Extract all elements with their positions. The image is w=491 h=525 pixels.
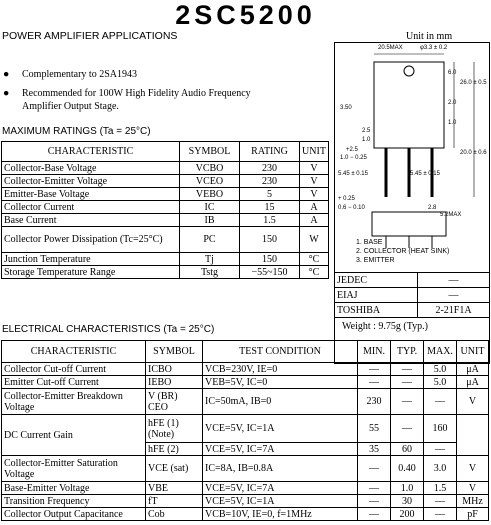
table-header-row: [2, 341, 489, 363]
table-row: [2, 456, 489, 482]
cell: VCB=10V, IE=0, f=1MHz: [203, 508, 358, 521]
table-row: [335, 303, 490, 318]
weight-label: Weight : 9.75g (Typ.): [342, 321, 428, 332]
dim-label: 20.0 ± 0.6: [460, 150, 487, 156]
table-row: [2, 162, 329, 175]
cell: V: [300, 175, 329, 188]
cell: μA: [457, 363, 489, 376]
cell: —: [424, 389, 457, 415]
cell: —: [358, 363, 391, 376]
cell: Junction Temperature: [2, 253, 180, 266]
bullet-icon: ●: [3, 88, 10, 99]
table-row: [2, 495, 489, 508]
table-header-row: [2, 142, 329, 162]
col-header: RATING: [240, 142, 300, 162]
table-row: [2, 508, 489, 521]
dim-label: 3.50: [340, 105, 352, 111]
cell: Base Current: [2, 214, 180, 227]
cell: 0.40: [391, 456, 424, 482]
max-ratings-table: [1, 141, 329, 279]
cell: —: [391, 363, 424, 376]
cell: DC Current Gain: [2, 415, 146, 456]
cell: Storage Temperature Range: [2, 266, 180, 279]
cell: W: [300, 227, 329, 253]
cell: —: [424, 443, 457, 456]
table-row: [2, 415, 489, 443]
cell: VEBO: [180, 188, 240, 201]
cell: [457, 415, 489, 456]
dim-label: φ3.3 ± 0.2: [420, 45, 448, 51]
table-row: [2, 201, 329, 214]
cell: A: [300, 214, 329, 227]
cell: V: [457, 456, 489, 482]
cell: VBE: [146, 482, 203, 495]
cell: 60: [391, 443, 424, 456]
feature-3: Amplifier Output Stage.: [22, 101, 119, 112]
cell: −55~150: [240, 266, 300, 279]
table-row: [2, 376, 489, 389]
cell: 35: [358, 443, 391, 456]
cell: IB: [180, 214, 240, 227]
cell: ICBO: [146, 363, 203, 376]
cell: 1.0: [391, 482, 424, 495]
cell: —: [391, 376, 424, 389]
cell: A: [300, 201, 329, 214]
cell: VCE=5V, IC=7A: [203, 443, 358, 456]
dim-label: 5.45 ± 0.15: [410, 171, 440, 177]
cell: °C: [300, 266, 329, 279]
feature-2: Recommended for 100W High Fidelity Audio Frequency: [22, 88, 251, 99]
dim-label: 1.0: [362, 137, 371, 143]
cell: Collector-Emitter Breakdown Voltage: [2, 389, 146, 415]
feature-1: Complementary to 2SA1943: [22, 69, 137, 80]
cell: Collector-Emitter Saturation Voltage: [2, 456, 146, 482]
cell: VEB=5V, IC=0: [203, 376, 358, 389]
cell: —: [358, 495, 391, 508]
cell: 230: [240, 162, 300, 175]
cell: —: [358, 376, 391, 389]
max-ratings-heading: MAXIMUM RATINGS (Ta = 25°C): [2, 126, 151, 137]
cell: VCB=230V, IE=0: [203, 363, 358, 376]
cell: °C: [300, 253, 329, 266]
cell: 15: [240, 201, 300, 214]
cell: —: [391, 415, 424, 443]
table-row: [2, 482, 489, 495]
cell: Emitter-Base Voltage: [2, 188, 180, 201]
col-header: TEST CONDITION: [203, 341, 358, 363]
table-row: [335, 273, 490, 288]
cell: IC=8A, IB=0.8A: [203, 456, 358, 482]
electrical-heading: ELECTRICAL CHARACTERISTICS (Ta = 25°C): [2, 324, 215, 335]
cell: μA: [457, 376, 489, 389]
cell: hFE (1) (Note): [146, 415, 203, 443]
cell: —: [358, 508, 391, 521]
cell: V: [300, 188, 329, 201]
cell: 200: [391, 508, 424, 521]
col-header: SYMBOL: [146, 341, 203, 363]
cell: Collector-Base Voltage: [2, 162, 180, 175]
col-header: UNIT: [457, 341, 489, 363]
cell: Tstg: [180, 266, 240, 279]
cell: VCBO: [180, 162, 240, 175]
cell: 230: [358, 389, 391, 415]
dim-label: 2.0: [448, 100, 457, 106]
table-row: [2, 253, 329, 266]
dim-label: +2.5: [346, 147, 358, 153]
pin-label: 3. EMITTER: [356, 257, 395, 264]
dim-label: 26.0 ± 0.5: [460, 80, 487, 86]
cell: 30: [391, 495, 424, 508]
cell: 160: [424, 415, 457, 443]
dim-label: 20.5MAX: [378, 45, 403, 51]
cell: —: [358, 482, 391, 495]
cell: V: [300, 162, 329, 175]
cell: pF: [457, 508, 489, 521]
page-title: 2SC5200: [175, 0, 316, 30]
cell: 2-21F1A: [418, 303, 490, 318]
cell: Collector Cut-off Current: [2, 363, 146, 376]
cell: Cob: [146, 508, 203, 521]
cell: Collector-Emitter Voltage: [2, 175, 180, 188]
electrical-table: [1, 340, 489, 521]
dim-label: 5.2MAX: [440, 212, 462, 218]
cell: PC: [180, 227, 240, 253]
cell: 55: [358, 415, 391, 443]
cell: Collector Output Capacitance: [2, 508, 146, 521]
cell: 150: [240, 227, 300, 253]
table-row: [335, 288, 490, 303]
cell: —: [391, 389, 424, 415]
cell: EIAJ: [335, 288, 418, 303]
col-header: UNIT: [300, 142, 329, 162]
cell: V: [457, 482, 489, 495]
table-row: [2, 188, 329, 201]
cell: VCE=5V, IC=7A: [203, 482, 358, 495]
cell: Transition Frequency: [2, 495, 146, 508]
dim-label: 1.0 − 0.25: [340, 155, 367, 161]
cell: 5.0: [424, 376, 457, 389]
cell: —: [358, 456, 391, 482]
dim-label: 2.8: [428, 205, 437, 211]
dim-label: 0.6 − 0.10: [338, 205, 365, 211]
col-header: MAX.: [424, 341, 457, 363]
pin-label: 1. BASE: [356, 239, 383, 246]
cell: fT: [146, 495, 203, 508]
col-header: CHARACTERISTIC: [2, 341, 146, 363]
cell: Emitter Cut-off Current: [2, 376, 146, 389]
cell: 230: [240, 175, 300, 188]
dim-label: 6.0: [448, 70, 457, 76]
cell: IEBO: [146, 376, 203, 389]
cell: 150: [240, 253, 300, 266]
cell: Collector Current: [2, 201, 180, 214]
cell: Base-Emitter Voltage: [2, 482, 146, 495]
table-row: [2, 227, 329, 253]
dim-label: + 0.25: [338, 196, 355, 202]
cell: IC=50mA, IB=0: [203, 389, 358, 415]
table-row: [2, 214, 329, 227]
table-row: [2, 389, 489, 415]
table-row: [2, 363, 489, 376]
pin-label: 2. COLLECTOR (HEAT SINK): [356, 248, 450, 255]
cell: 3.0: [424, 456, 457, 482]
col-header: SYMBOL: [180, 142, 240, 162]
dim-label: 2.5: [362, 128, 371, 134]
cell: —: [418, 273, 490, 288]
cell: —: [424, 508, 457, 521]
dim-label: 5.45 ± 0.15: [338, 171, 368, 177]
cell: VCEO: [180, 175, 240, 188]
cell: VCE (sat): [146, 456, 203, 482]
cell: 1.5: [240, 214, 300, 227]
bullet-icon: ●: [3, 69, 10, 80]
table-row: [2, 266, 329, 279]
cell: Collector Power Dissipation (Tc=25°C): [2, 227, 180, 253]
cell: IC: [180, 201, 240, 214]
col-header: MIN.: [358, 341, 391, 363]
cell: 5.0: [424, 363, 457, 376]
subtitle: POWER AMPLIFIER APPLICATIONS: [2, 30, 178, 42]
cell: V: [457, 389, 489, 415]
cell: MHz: [457, 495, 489, 508]
col-header: TYP.: [391, 341, 424, 363]
cell: —: [424, 495, 457, 508]
cell: JEDEC: [335, 273, 418, 288]
cell: —: [418, 288, 490, 303]
cell: V (BR) CEO: [146, 389, 203, 415]
cell: VCE=5V, IC=1A: [203, 415, 358, 443]
cell: 1.5: [424, 482, 457, 495]
cell: 5: [240, 188, 300, 201]
table-row: [2, 175, 329, 188]
package-info-table: [334, 272, 490, 318]
cell: hFE (2): [146, 443, 203, 456]
unit-label: Unit in mm: [406, 31, 453, 42]
col-header: CHARACTERISTIC: [2, 142, 180, 162]
cell: TOSHIBA: [335, 303, 418, 318]
cell: Tj: [180, 253, 240, 266]
cell: VCE=5V, IC=1A: [203, 495, 358, 508]
dim-label: 1.0: [448, 120, 457, 126]
